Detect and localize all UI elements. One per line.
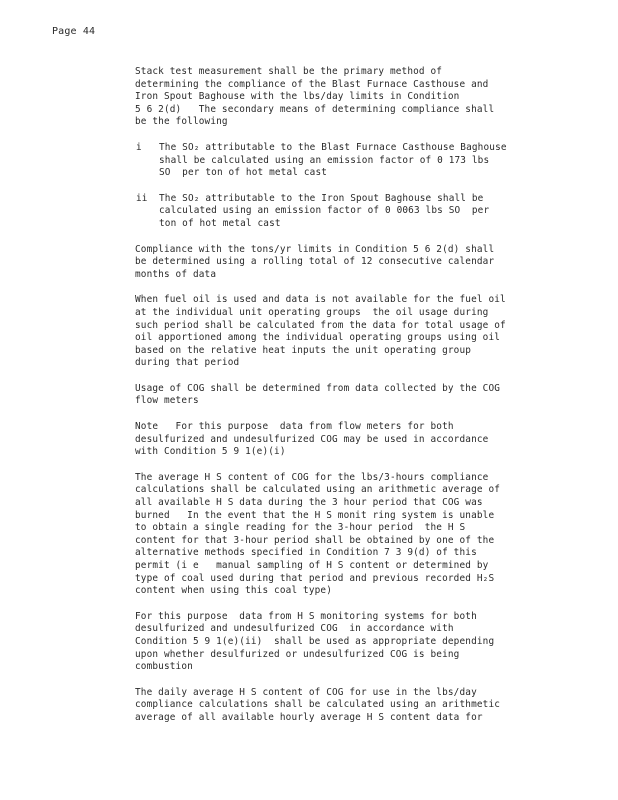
list-item-text: The SO₂ attributable to the Iron Spout Baghouse shall be calculated using an emission factor of 0 0063 lbs SO per ton of hot metal cast <box>159 192 490 229</box>
h2s-daily-paragraph: The daily average H S content of COG for use in the lbs/day compliance calculations shall be calculated using an arithmetic average of all available hourly average H S content data for <box>135 686 501 723</box>
fuel-oil-paragraph: When fuel oil is used and data is not available for the fuel oil at the individual unit operating groups the oil usage during such period shall be calculated from the data for total usage of oil apportioned among the individual operating groups using oil based on the relative heat inputs the unit operating group during that period <box>135 294 506 369</box>
compliance-tons-paragraph: Compliance with the tons/yr limits in Condition 5 6 2(d) shall be determined using a rolling total of 12 consecutive calendar months of data <box>135 243 495 280</box>
list-item <box>135 142 535 180</box>
list-marker: ii <box>136 192 148 204</box>
list-item <box>135 193 535 231</box>
list-marker: i <box>136 141 142 153</box>
h2s-3hour-paragraph: The average H S content of COG for the lbs/3-hours compliance calculations shall be calculated using an arithmetic average of all available H S data during the 3 hour period that COG was burned In the event that the H S monit ring system is unable to obtain a single reading for the 3-hour period the H S content for that 3-hour period shall be obtained by one of the alternative methods specified in Condition 7 3 9(d) of this permit (i e manual sampling of H S content or determined by type of coal used during that period and previous recorded H₂S content when using this coal type) <box>135 471 501 597</box>
list-item-text: The SO₂ attributable to the Blast Furnace Casthouse Baghouse shall be calculated using an emission factor of 0 173 lbs SO per ton of hot metal cast <box>159 141 507 179</box>
note-paragraph: Note For this purpose data from flow meters for both desulfurized and undesulfurized COG may be used in accordance with Condition 5 9 1(e)(i) <box>135 421 489 458</box>
page-number: Page 44 <box>52 26 96 37</box>
document-body <box>135 66 535 738</box>
cog-usage-paragraph: Usage of COG shall be determined from data collected by the COG flow meters <box>135 382 501 407</box>
h2s-monitoring-paragraph: For this purpose data from H S monitoring systems for both desulfurized and undesulfurized COG in accordance with Condition 5 9 1(e)(ii) shall be used as appropriate depending upon whether desulfurized or undesulfurized COG is being combustion <box>135 610 495 673</box>
intro-paragraph: Stack test measurement shall be the primary method of determining the compliance of the Blast Furnace Casthouse and Iron Spout Baghouse with the lbs/day limits in Condition 5 6 2(d) The secondary means of determining compliance shall be the following <box>135 66 495 128</box>
